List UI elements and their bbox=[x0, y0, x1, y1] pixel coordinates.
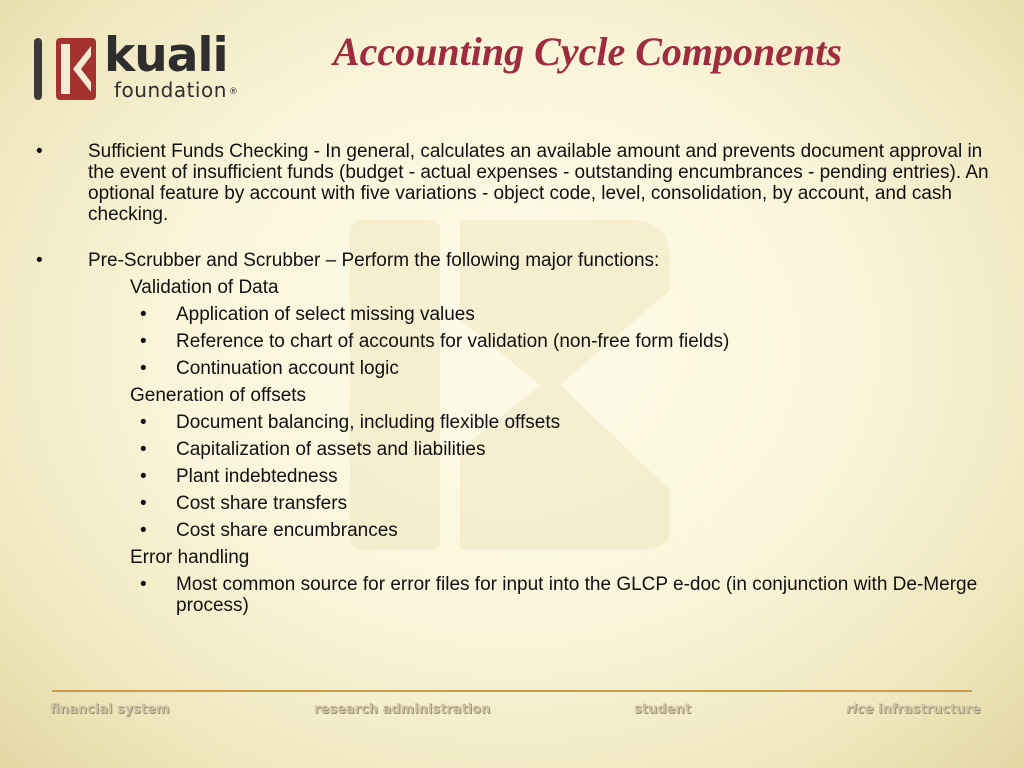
bullet-dot: • bbox=[140, 304, 147, 325]
bullet-dot: • bbox=[36, 141, 43, 162]
bullet-sufficient-funds bbox=[36, 141, 996, 225]
footer-student: student bbox=[634, 702, 691, 717]
logo-wordmark: kuali bbox=[104, 28, 228, 83]
list-item: • Capitalization of assets and liabilities bbox=[140, 439, 486, 460]
list-item: • Cost share transfers bbox=[140, 493, 348, 514]
logo-subtitle: foundation ® bbox=[114, 78, 239, 102]
kuali-k-icon bbox=[56, 38, 96, 100]
bullet-dot: • bbox=[140, 466, 147, 487]
list-item: • Cost share encumbrances bbox=[140, 520, 398, 541]
logo-bar bbox=[34, 38, 42, 100]
footer-research-administration: research administration bbox=[314, 702, 491, 717]
registered-mark: ® bbox=[228, 86, 239, 97]
list-item: • Application of select missing values bbox=[140, 304, 475, 325]
bullet-dot: • bbox=[140, 439, 147, 460]
bullet-scrubber bbox=[36, 250, 996, 271]
bullet-dot: • bbox=[140, 493, 147, 514]
bullet-dot: • bbox=[140, 331, 147, 352]
kuali-foundation-logo bbox=[34, 28, 294, 106]
subheading-validation: Validation of Data bbox=[130, 277, 279, 298]
subheading-errors: Error handling bbox=[130, 547, 250, 568]
subheading-offsets: Generation of offsets bbox=[130, 385, 307, 406]
bullet-dot: • bbox=[36, 250, 43, 271]
slide-body bbox=[36, 141, 996, 616]
bullet-dot: • bbox=[140, 358, 147, 379]
bullet-text: Pre-Scrubber and Scrubber – Perform the following major functions: bbox=[88, 250, 660, 271]
footer-financial-system: financial system bbox=[50, 702, 170, 717]
list-item: • Continuation account logic bbox=[140, 358, 399, 379]
bullet-dot: • bbox=[140, 412, 147, 433]
list-item: • Reference to chart of accounts for validation (non-free form fields) bbox=[140, 331, 730, 352]
slide-title: Accounting Cycle Components bbox=[333, 29, 842, 74]
list-item: • Plant indebtedness bbox=[140, 466, 338, 487]
bullet-text: Sufficient Funds Checking - In general, calculates an available amount and prevents document approval in the event of insufficient funds (budget - actual expenses - outstanding encumbrances - pending entries). An optional feature by account with five variations - object code, level, consolidation, by account, and cash checking. bbox=[88, 141, 989, 225]
footer-divider bbox=[52, 690, 972, 692]
bullet-dot: • bbox=[140, 520, 147, 541]
bullet-dot: • bbox=[140, 574, 147, 595]
list-item: • Most common source for error files for input into the GLCP e-doc (in conjunction with De-Merge process) bbox=[140, 574, 978, 616]
list-item: • Document balancing, including flexible offsets bbox=[140, 412, 561, 433]
footer-rice-infrastructure: rice infrastructure bbox=[846, 702, 981, 717]
